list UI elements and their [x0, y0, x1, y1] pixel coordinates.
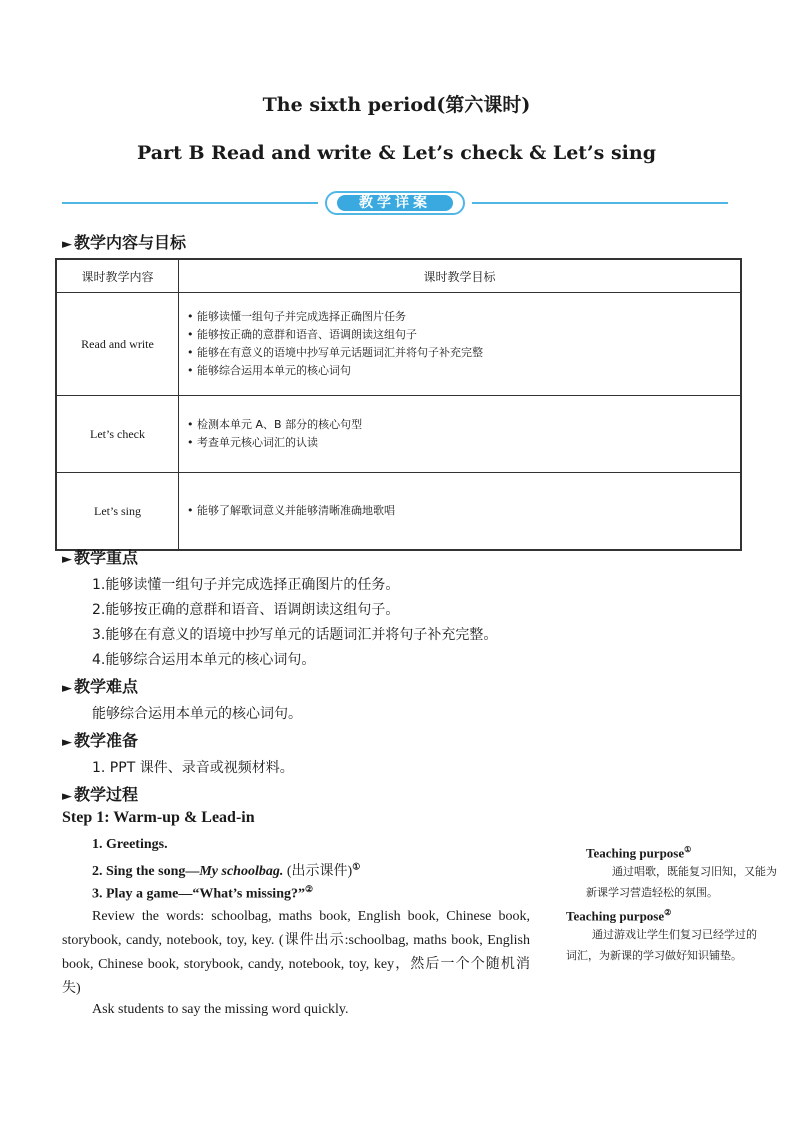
goal-item: • 能够按正确的意群和语音、语调朗读这组句子 — [187, 326, 739, 344]
side-note-head: Teaching purpose① — [586, 845, 692, 861]
table-cell-goals — [179, 293, 742, 396]
goal-item: • 能够在有意义的语境中抄写单元话题词汇并将句子补充完整 — [187, 344, 739, 362]
section-heading-process: ► 教学过程 — [62, 785, 139, 804]
step-item-song: 2. Sing the song—My schoolbag. (出示课件)① — [92, 861, 361, 879]
section-heading-key-points: ► 教学重点 — [62, 548, 139, 567]
table-cell-goals — [179, 396, 742, 473]
table-cell-content: Let’s sing — [56, 473, 179, 551]
goal-item: • 能够综合运用本单元的核心词句 — [187, 362, 739, 380]
section-heading-difficulties: ► 教学难点 — [62, 677, 139, 696]
key-point-item: 2.能够按正确的意群和语音、语调朗读这组句子。 — [92, 602, 400, 618]
banner-line-left — [62, 202, 318, 204]
key-point-item: 3.能够在有意义的语境中抄写单元的话题词汇并将句子补充完整。 — [92, 627, 498, 643]
table-cell-content: Let’s check — [56, 396, 179, 473]
footnote-mark: ② — [304, 884, 314, 894]
key-point-item: 1.能够读懂一组句子并完成选择正确图片的任务。 — [92, 577, 400, 593]
side-note-body: 通过唱歌，既能复习旧知，又能为新课学习营造轻松的氛围。 — [586, 865, 777, 900]
goal-item: • 能够了解歌词意义并能够清晰准确地歌唱 — [187, 502, 739, 520]
goal-item: • 考查单元核心词汇的认读 — [187, 434, 739, 452]
step-item-game: 3. Play a game—“What’s missing?”② — [92, 884, 314, 902]
table-header-cell: 课时教学内容 — [56, 259, 179, 293]
banner-pill — [325, 191, 465, 215]
side-note — [566, 908, 761, 966]
triangle-icon: ► — [62, 789, 72, 804]
triangle-icon: ► — [62, 552, 72, 567]
table-cell-goals — [179, 473, 742, 551]
step-title: Step 1: Warm-up & Lead-in — [62, 809, 255, 826]
preparation-text: 1. PPT 课件、录音或视频材料。 — [92, 760, 294, 776]
review-paragraph: Review the words: schoolbag, maths book, English book, Chinese book, storybook, candy, notebook, toy, key. (课件出示:schoolbag, maths book, English book, Chinese book, storybook, candy, notebook, toy, key，然后一个个随机消失) — [62, 909, 530, 996]
triangle-icon: ► — [62, 681, 72, 696]
banner-line-right — [472, 202, 728, 204]
table-header-cell: 课时教学目标 — [179, 259, 742, 293]
side-note-body: 通过游戏让学生们复习已经学过的词汇，为新课的学习做好知识铺垫。 — [566, 928, 757, 963]
section-heading-content-goals: ► 教学内容与目标 — [62, 233, 187, 252]
table-row — [56, 293, 741, 396]
table-header-row — [56, 259, 741, 293]
triangle-icon: ► — [62, 237, 72, 252]
page-title: The sixth period(第六课时) — [262, 94, 531, 116]
section-banner — [62, 191, 728, 215]
side-note-head: Teaching purpose② — [566, 908, 672, 924]
section-heading-preparation: ► 教学准备 — [62, 731, 139, 750]
key-point-item: 4.能够综合运用本单元的核心词句。 — [92, 652, 316, 668]
page-subtitle: Part B Read and write & Let’s check & Let’s sing — [136, 142, 656, 164]
table-row — [56, 396, 741, 473]
song-title: My schoolbag. — [199, 864, 284, 879]
table-cell-content: Read and write — [56, 293, 179, 396]
ask-paragraph: Ask students to say the missing word quickly. — [92, 1002, 349, 1017]
triangle-icon: ► — [62, 735, 72, 750]
table-row — [56, 473, 741, 551]
side-note — [586, 845, 781, 903]
goal-item: • 能够读懂一组句子并完成选择正确图片任务 — [187, 308, 739, 326]
banner-label: 教学详案 — [337, 195, 453, 211]
goal-item: • 检测本单元 A、B 部分的核心句型 — [187, 416, 739, 434]
goals-table — [55, 258, 742, 551]
footnote-mark: ① — [352, 861, 361, 872]
step-item-greetings: 1. Greetings. — [92, 837, 168, 852]
difficulty-text: 能够综合运用本单元的核心词句。 — [92, 706, 302, 722]
